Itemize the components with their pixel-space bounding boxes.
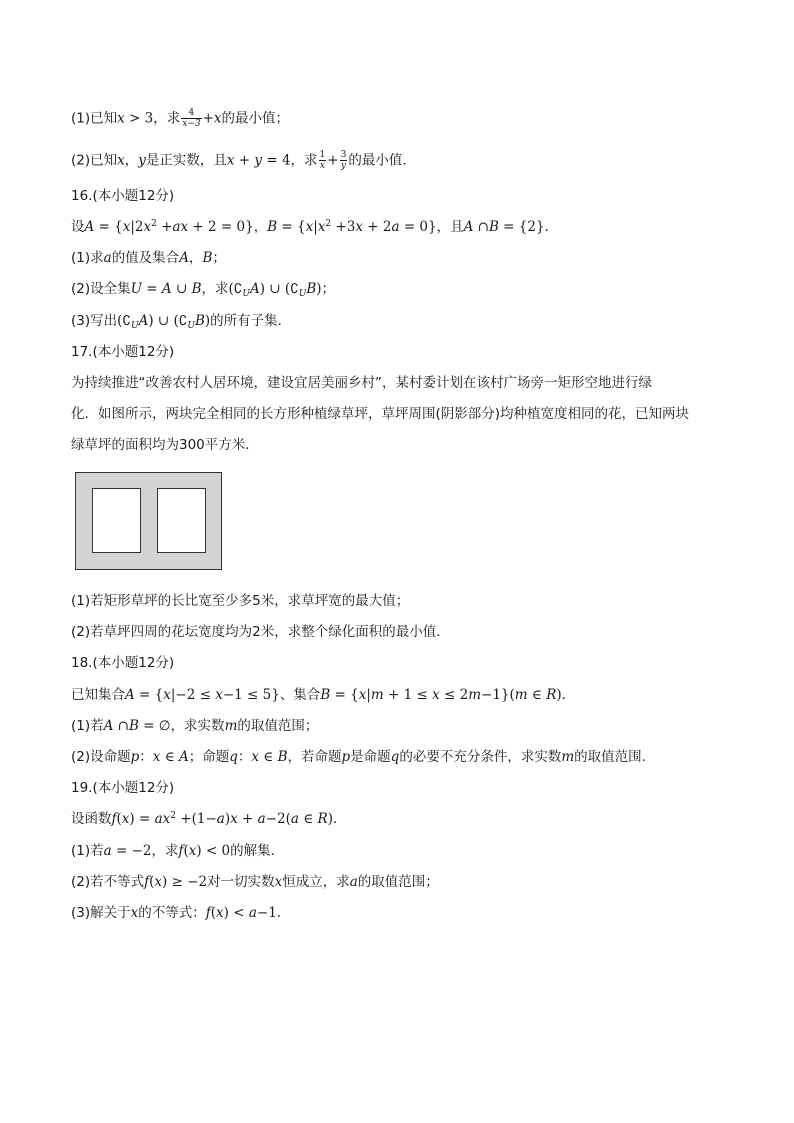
q19-p3-a: (3)解关于 — [71, 905, 131, 921]
q18-p2-f: 的取值范围． — [574, 749, 656, 765]
q19-part2: (2)若不等式f(x) ≥ −2对一切实数x恒成立，求a的取值范围； — [71, 874, 439, 890]
q16-stem-pre: 设 — [71, 219, 85, 235]
fraction-3-over-y: $\frac{3}{y}$ — [340, 150, 347, 171]
q18-p2-b: ；命题 — [188, 749, 230, 765]
q16-stem-end: ． — [544, 219, 559, 235]
fraction-1-over-x: $\frac{1}{x}$ — [319, 150, 326, 171]
q19-p2-a: (2)若不等式 — [71, 874, 145, 890]
q18-p1-b: ，求实数 — [170, 718, 225, 734]
q16-part2: (2)设全集U = A ∪ B，求$(∁_UA)$ ∪ $(∁_UB)$； — [71, 281, 336, 299]
q18-p2-e: 的必要不充分条件，求实数 — [399, 749, 562, 765]
q18-p1-a: (1)若 — [71, 718, 104, 734]
fraction-4-over-x-3: $\frac{4}{x-3}$ — [182, 108, 201, 129]
q15-part2: (2)已知x，y是正实数，且x + y = 4，求 $\frac{1}{x}$ + $\frac{3}{y}$ 的最小值． — [71, 150, 416, 171]
q16-header: 16.(本小题12分) — [71, 188, 175, 204]
q19-p2-c: 恒成立，求 — [282, 874, 350, 890]
lawn-right — [158, 489, 206, 553]
q18-stem-b: 、集合 — [279, 687, 321, 703]
q18-stem-c: ． — [561, 687, 576, 703]
q18-p2-c: ，若命题 — [287, 749, 342, 765]
q18-p2-a: (2)设命题 — [71, 749, 131, 765]
q15-part2-label: (2)已知 — [71, 152, 118, 169]
q18-p2-d: 是命题 — [350, 749, 391, 765]
q15-part2-t4: 的最小值． — [348, 152, 416, 169]
q15-part2-t2: 是正实数，且 — [145, 152, 227, 169]
q17-para-line3: 绿草坪的面积均为300平方米． — [71, 437, 259, 453]
lawn-diagram — [75, 472, 222, 570]
q19-p2-b: 对一切实数 — [207, 874, 275, 890]
q19-header: 19.(本小题12分) — [71, 780, 175, 796]
q16-p1-b: 的值及集合 — [111, 250, 180, 266]
q16-part3: (3)写出$(∁_UA)$ ∪ $(∁_UB)$的所有子集． — [71, 313, 292, 331]
q16-stem-mid: ， — [253, 219, 268, 235]
q19-p1-a: (1)若 — [71, 843, 104, 859]
q19-p1-b: ，求 — [151, 843, 179, 859]
q19-stem: 设函数$f(x) = ax^2 +(1-a)x + a-2(a$ ∈ R)． — [71, 811, 347, 827]
q16-p2-b: ，求 — [201, 281, 229, 297]
q15-part1-t1: ，求 — [153, 110, 181, 127]
q15-part1: (1)已知x > 3，求 $\frac{4}{x-3}$ +x的最小值； — [71, 108, 290, 129]
q18-stem-a: 已知集合 — [71, 687, 125, 703]
q16-p1-d: ； — [212, 250, 226, 266]
q19-stem-a: 设函数 — [71, 811, 112, 827]
q16-p3-b: 的所有子集． — [210, 313, 292, 329]
q17-part1: (1)若矩形草坪的长比宽至少多5米，求草坪宽的最大值； — [71, 593, 410, 609]
q15-part1-t2: 的最小值； — [221, 110, 290, 127]
q17-header: 17.(本小题12分) — [71, 344, 175, 360]
q18-part2: (2)设命题p：x ∈ A；命题q：x ∈ B，若命题p是命题q的必要不充分条件，求实数m的取值范围． — [71, 749, 656, 765]
lawn-left — [93, 489, 141, 553]
q16-p2-c: ； — [321, 281, 336, 297]
q19-p1-c: 的解集． — [230, 843, 285, 859]
q16-p2-a: (2)设全集 — [71, 281, 131, 297]
q16-part1: (1)求a的值及集合A，B； — [71, 250, 226, 266]
q19-part1: (1)若a = −2，求f(x) < 0的解集． — [71, 843, 285, 859]
q17-para-line2: 化．如图所示，两块完全相同的长方形种植绿草坪，草坪周围(阴影部分)均种植宽度相同的花，已知两块 — [71, 406, 690, 422]
q15-part2-t3: ，求 — [290, 152, 318, 169]
q19-p3-b: 的不等式： — [138, 905, 206, 921]
q18-stem: 已知集合A = {x|−2 ≤ x−1 ≤ 5}、集合B = {x|m + 1 ≤ x ≤ 2m−1}(m ∈ R)． — [71, 687, 576, 703]
q19-p2-d: 的取值范围； — [357, 874, 439, 890]
q19-p3-c: ． — [276, 905, 291, 921]
q15-part2-t1: ， — [124, 152, 139, 169]
q18-header: 18.(本小题12分) — [71, 655, 175, 671]
q16-p1-a: (1)求 — [71, 250, 104, 266]
q18-p1-c: 的取值范围； — [237, 718, 319, 734]
math-x-gt-3: x — [117, 110, 125, 127]
q16-p3-a: (3)写出 — [71, 313, 118, 329]
q15-part1-label: (1)已知 — [71, 110, 118, 127]
q16-stem-mid2: ，且 — [436, 219, 464, 235]
q17-part2: (2)若草坪四周的花坛宽度均为2米，求整个绿化面积的最小值． — [71, 624, 450, 640]
q16-stem: 设$A = \{x|2x^2 +ax + 2 = 0\}$，$B = \{x|x^2 +3x + 2a = 0\}$，且A ∩B = {2}． — [71, 219, 559, 235]
q18-part1: (1)若A ∩B = ∅，求实数m的取值范围； — [71, 718, 319, 734]
q19-stem-b: ． — [332, 811, 347, 827]
q19-part3: (3)解关于x的不等式：f(x) < a−1． — [71, 905, 291, 921]
q16-p1-c: ， — [188, 250, 203, 266]
q17-para-line1: 为持续推进“改善农村人居环境，建设宜居美丽乡村”，某村委计划在该村广场旁一矩形空地进行绿 — [71, 375, 652, 391]
